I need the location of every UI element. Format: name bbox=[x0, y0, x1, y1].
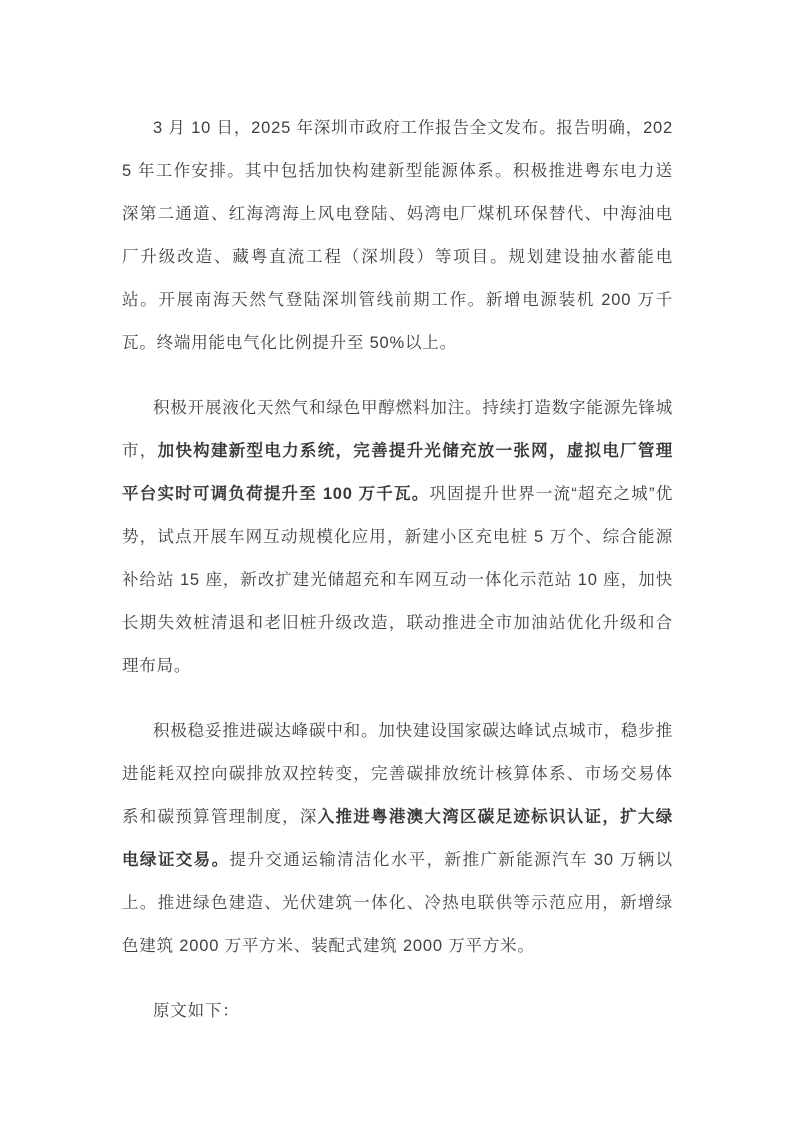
text-segment: 积极稳妥推进碳达峰碳中和。加快建设国家碳达峰试点城市，稳步推进能耗双控向碳排放双控转变，完善碳排放统计核算体系、市场交易体系和碳预算管理制度，深 bbox=[122, 722, 673, 826]
text-segment: 提升交通运输清洁化水平，新推广新能源汽车 30 万辆以上。推进绿色建造、光伏建筑一体化、冷热电联供等示范应用，新增绿色建筑 2000 万平方米、装配式建筑 2000 万平方米。 bbox=[122, 851, 673, 955]
text-segment: 原文如下： bbox=[153, 1002, 240, 1020]
paragraph bbox=[122, 710, 673, 968]
paragraph bbox=[122, 107, 673, 365]
bold-text-segment: 入推进粤港澳大湾区碳足迹标识认证，扩大绿电绿证交易。 bbox=[122, 808, 673, 869]
text-segment: 巩固提升世界一流“超充之城”优势，试点开展车网互动规模化应用，新建小区充电桩 5 万个、综合能源补给站 15 座，新改扩建光储超充和车网互动一体化示范站 10 座，加快长期失效桩清退和老旧桩升级改造，联动推进全市加油站优化升级和合理布局。 bbox=[122, 485, 673, 675]
paragraph bbox=[122, 990, 673, 1033]
text-segment: 积极开展液化天然气和绿色甲醇燃料加注。持续打造数字能源先锋城市， bbox=[122, 399, 673, 460]
bold-text-segment: 加快构建新型电力系统，完善提升光储充放一张网，虚拟电厂管理平台实时可调负荷提升至 100 万千瓦。 bbox=[122, 442, 674, 503]
text-segment: 3 月 10 日，2025 年深圳市政府工作报告全文发布。报告明确，2025 年工作安排。其中包括加快构建新型能源体系。积极推进粤东电力送深第二通道、红海湾海上风电登陆、妈湾电厂煤机环保替代、中海油电厂升级改造、藏粤直流工程（深圳段）等项目。规划建设抽水蓄能电站。开展南海天然气登陆深圳管线前期工作。新增电源装机 200 万千瓦。终端用能电气化比例提升至 50%以上。 bbox=[122, 119, 673, 352]
paragraph bbox=[122, 387, 673, 688]
